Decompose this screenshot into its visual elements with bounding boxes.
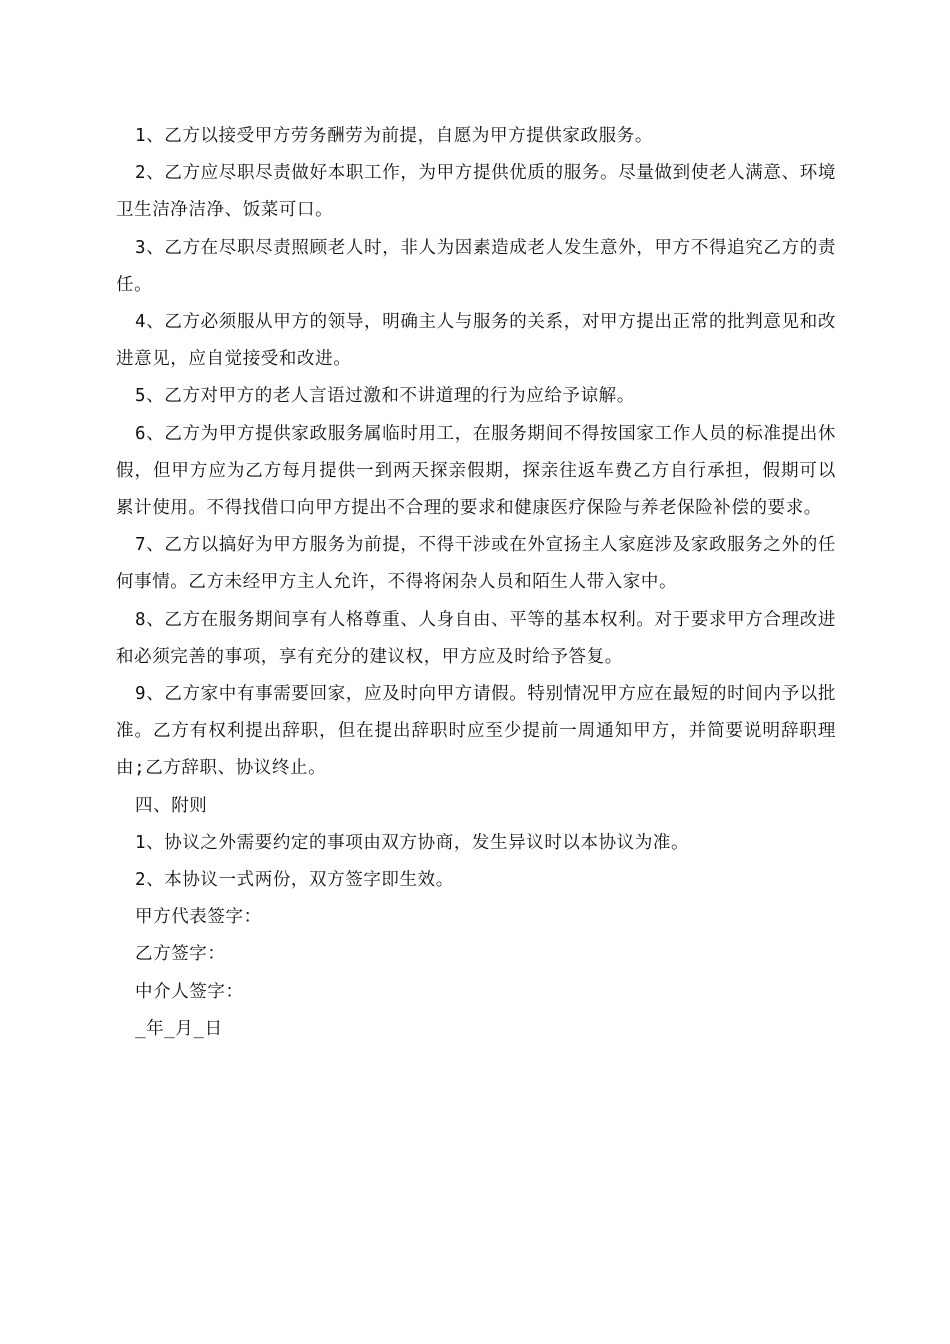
clause-1: 1、乙方以接受甲方劳务酬劳为前提，自愿为甲方提供家政服务。 (135, 126, 653, 146)
agreement-body (116, 118, 836, 1048)
clause-4: 4、乙方必须服从甲方的领导，明确主人与服务的关系，对甲方提出正常的批判意见和改进意见，应自觉接受和改进。 (116, 312, 836, 370)
appendix-item-1: 1、协议之外需要约定的事项由双方协商，发生异议时以本协议为准。 (135, 832, 690, 853)
intermediary-signature-label: 中介人签字： (135, 981, 244, 1002)
signature-date: _年_月_日 (135, 1018, 223, 1039)
party-b-signature-label: 乙方签字： (135, 944, 226, 965)
appendix-heading: 四、附则 (135, 795, 208, 816)
clause-3: 3、乙方在尽职尽责照顾老人时，非人为因素造成老人发生意外，甲方不得追究乙方的责任。 (116, 237, 836, 295)
clause-6: 6、乙方为甲方提供家政服务属临时用工，在服务期间不得按国家工作人员的标准提出休假，但甲方应为乙方每月提供一到两天探亲假期，探亲往返车费乙方自行承担，假期可以累计使用。不得找借口向甲方提出不合理的要求和健康医疗保险与养老保险补偿的要求。 (116, 423, 836, 519)
clause-5: 5、乙方对甲方的老人言语过激和不讲道理的行为应给予谅解。 (135, 386, 635, 407)
appendix-item-2: 2、本协议一式两份，双方签字即生效。 (135, 870, 454, 891)
party-a-signature-label: 甲方代表签字： (135, 907, 262, 928)
clause-8: 8、乙方在服务期间享有人格尊重、人身自由、平等的基本权利。对于要求甲方合理改进和必须完善的事项，享有充分的建议权，甲方应及时给予答复。 (116, 609, 836, 667)
clause-2: 2、乙方应尽职尽责做好本职工作，为甲方提供优质的服务。尽量做到使老人满意、环境卫生洁净洁净、饭菜可口。 (116, 163, 836, 221)
clause-9: 9、乙方家中有事需要回家，应及时向甲方请假。特别情况甲方应在最短的时间内予以批准。乙方有权利提出辞职，但在提出辞职时应至少提前一周通知甲方，并简要说明辞职理由;乙方辞职、协议终止。 (116, 684, 836, 779)
clause-7: 7、乙方以搞好为甲方服务为前提，不得干涉或在外宣扬主人家庭涉及家政服务之外的任何事情。乙方未经甲方主人允许，不得将闲杂人员和陌生人带入家中。 (116, 535, 836, 593)
